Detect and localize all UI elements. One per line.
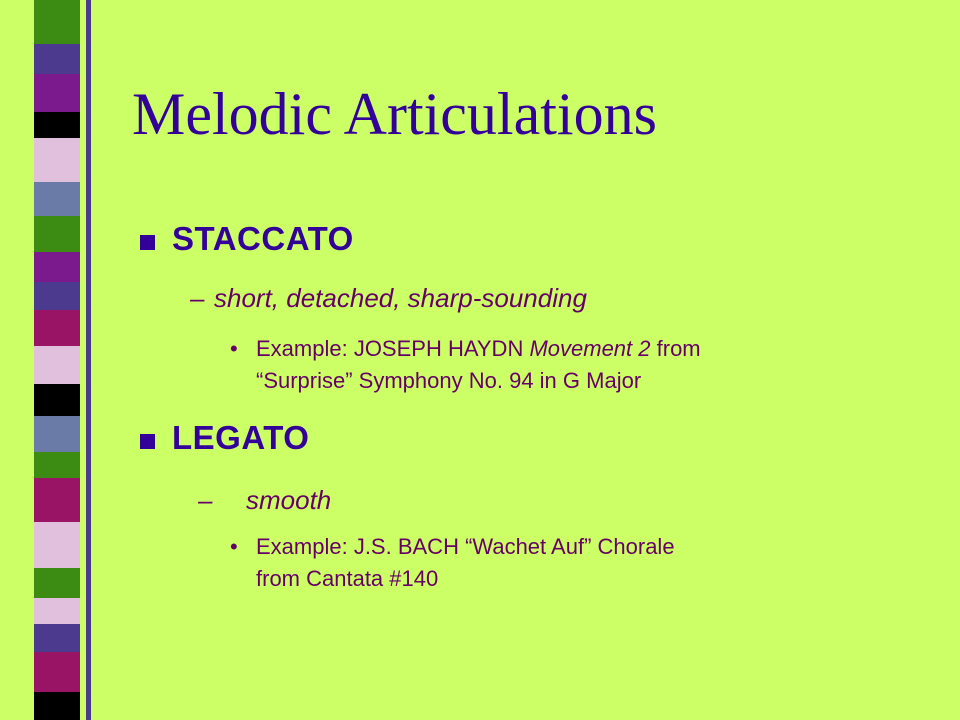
legato-example-line2: from Cantata #140: [256, 566, 439, 591]
stripe-segment: [34, 384, 80, 416]
sub-bullet-dot-icon: •: [230, 336, 238, 361]
stripe-segment: [34, 310, 80, 346]
square-bullet-icon: [140, 434, 155, 449]
decorative-side-stripe: [0, 0, 106, 720]
staccato-description: short, detached, sharp-sounding: [214, 283, 587, 313]
stripe-segment: [34, 346, 80, 384]
stripe-segment: [34, 74, 80, 112]
dash-marker: –: [190, 283, 205, 313]
stripe-segment: [34, 0, 80, 20]
stripe-segment: [34, 568, 80, 598]
stripe-segment: [34, 598, 80, 624]
bullet-heading-staccato: STACCATO: [172, 220, 354, 257]
slide-title: Melodic Articulations: [132, 81, 657, 147]
work-title-italic: Movement 2: [529, 336, 651, 361]
stripe-segment: [34, 112, 80, 138]
stripe-segment: [34, 252, 80, 282]
dash-marker: –: [198, 485, 213, 515]
stripe-segment: [34, 282, 80, 310]
stripe-segment: [34, 416, 80, 452]
bullet-heading-legato: LEGATO: [172, 419, 310, 456]
stripe-segment: [34, 522, 80, 568]
stripe-segment: [34, 182, 80, 216]
legato-description: smooth: [246, 485, 332, 515]
sub-bullet-dot-icon: •: [230, 534, 238, 559]
staccato-example: [256, 333, 926, 397]
stripe-segment: [34, 692, 80, 720]
legato-example: [256, 531, 926, 595]
square-bullet-icon: [140, 235, 155, 250]
staccato-example-line2: “Surprise” Symphony No. 94 in G Major: [256, 368, 642, 393]
stripe-segment: [34, 44, 80, 74]
stripe-segment: [86, 0, 91, 720]
stripe-segment: [34, 216, 80, 252]
stripe-segment: [34, 624, 80, 652]
stripe-segment: [34, 138, 80, 182]
staccato-example-line1: Example: JOSEPH HAYDN Movement 2 from: [256, 336, 701, 361]
stripe-segment: [34, 478, 80, 522]
stripe-segment: [34, 20, 80, 44]
stripe-segment: [34, 652, 80, 692]
legato-example-line1: Example: J.S. BACH “Wachet Auf” Chorale: [256, 534, 675, 559]
stripe-segment: [34, 452, 80, 478]
